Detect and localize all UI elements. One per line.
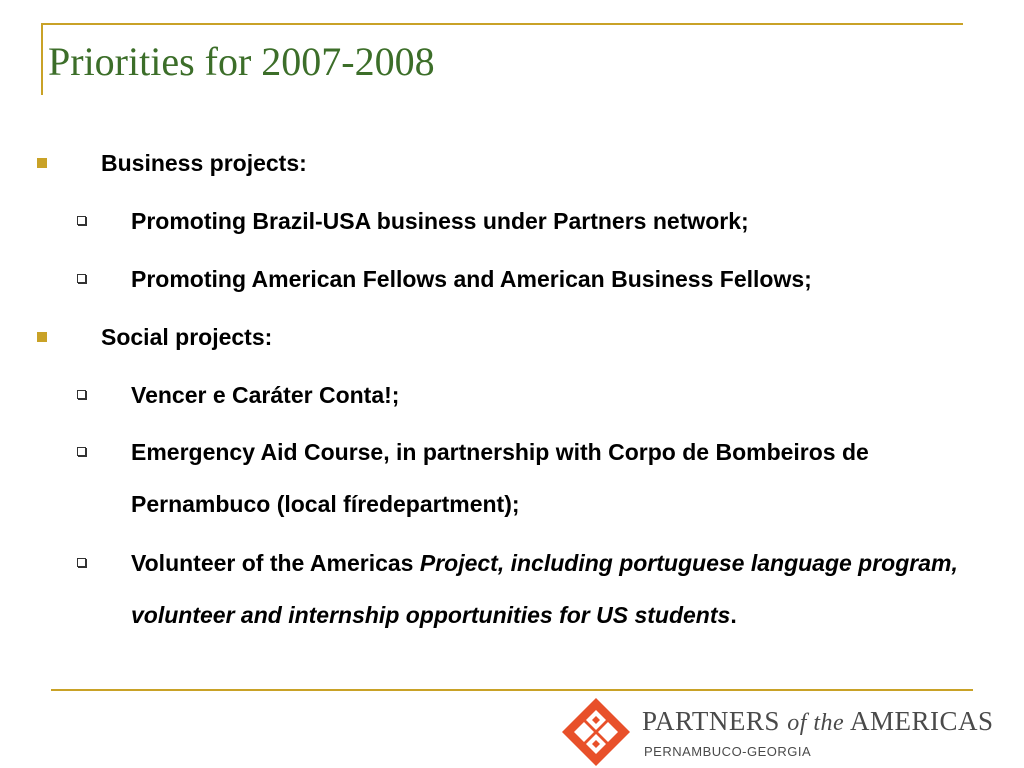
sub-bullet-text: Vencer e Caráter Conta!; — [131, 382, 400, 408]
sub-bullet-text — [131, 537, 1011, 641]
logo-text-partners: PARTNERS — [642, 706, 788, 736]
sub-bullet-text-suffix: . — [730, 602, 737, 628]
sub-bullet-text: Emergency Aid Course, in partnership with Corpo de Bombeiros de Pernambuco (local fíredepartment); — [131, 439, 869, 517]
logo-wordmark — [642, 708, 993, 735]
footer-divider-line — [51, 689, 973, 691]
bullet-text: Social projects: — [101, 324, 273, 350]
sub-bullet-text: Promoting Brazil-USA business under Partners network; — [131, 208, 749, 234]
hollow-square-bullet-icon — [77, 390, 86, 399]
logo-text-americas: AMERICAS — [844, 706, 994, 736]
logo-subtitle: PERNAMBUCO-GEORGIA — [644, 744, 812, 759]
sub-bullet-text-italic: Project, including portuguese language program, volunteer and internship opportunities for US students — [131, 550, 958, 628]
sub-bullet-text-plain: Volunteer of the Americas — [131, 550, 420, 576]
hollow-square-bullet-icon — [77, 274, 86, 283]
square-bullet-icon — [37, 332, 47, 342]
hollow-square-bullet-icon — [77, 447, 86, 456]
square-bullet-icon — [37, 158, 47, 168]
hollow-square-bullet-icon — [77, 558, 86, 567]
bullet-text: Business projects: — [101, 150, 307, 176]
logo-text-of-the: of the — [787, 710, 845, 736]
slide-title: Priorities for 2007-2008 — [48, 39, 435, 84]
hollow-square-bullet-icon — [77, 216, 86, 225]
partners-logo-mark-icon — [560, 696, 632, 768]
sub-bullet-text: Promoting American Fellows and American Business Fellows; — [131, 266, 812, 292]
partners-of-the-americas-logo — [560, 694, 1024, 768]
